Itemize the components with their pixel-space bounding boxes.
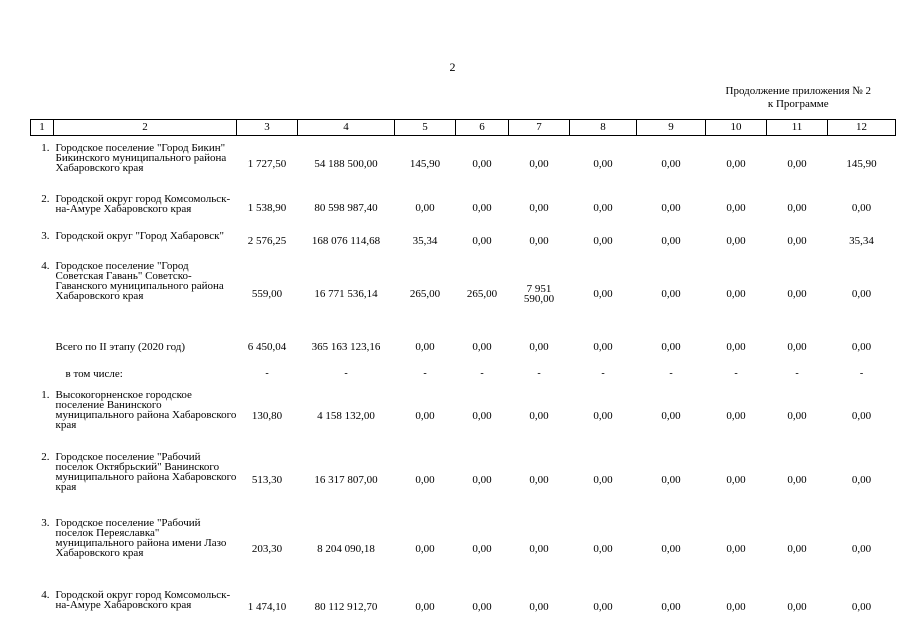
row-number — [31, 365, 54, 383]
table-cell: 0,00 — [787, 157, 807, 170]
appendix-note-line2: к Программе — [767, 98, 829, 110]
table-cell: 265,00 — [409, 287, 441, 300]
table-cell: 1 727,50 — [247, 157, 287, 170]
column-header: 11 — [767, 120, 828, 136]
row-number: 2. — [41, 451, 50, 463]
table-cell: 8 204 090,18 — [317, 543, 375, 555]
program-table — [30, 119, 896, 627]
table-row — [31, 228, 896, 254]
table-cell: - — [423, 368, 427, 379]
table-cell: 0,00 — [529, 474, 549, 486]
table-cell: 16 771 536,14 — [314, 287, 378, 300]
table-row — [31, 587, 896, 627]
table-cell: 513,30 — [251, 474, 283, 486]
table-cell: 0,00 — [415, 543, 435, 555]
column-header: 7 — [509, 120, 570, 136]
table-cell: 0,00 — [661, 157, 681, 170]
row-name: Городское поселение "Рабочий поселок Переяславка" муниципального района имени Лазо Хабаровского края — [55, 517, 227, 559]
table-cell: 0,00 — [661, 474, 681, 486]
column-header: 1 — [31, 120, 54, 136]
table-cell: 0,00 — [851, 410, 872, 422]
table-cell: 0,00 — [472, 235, 492, 247]
table-cell: 0,00 — [851, 201, 872, 214]
table-cell: 168 076 114,68 — [311, 235, 381, 247]
appendix-note-line1: Продолжение приложения № 2 — [725, 85, 871, 97]
table-cell: 0,00 — [726, 601, 746, 613]
table-cell: 80 112 912,70 — [314, 601, 378, 613]
table-cell: 0,00 — [726, 410, 746, 422]
table-cell: - — [480, 368, 484, 379]
table-cell: 0,00 — [593, 235, 613, 247]
table-cell: - — [795, 368, 799, 379]
table-row — [31, 387, 896, 445]
column-header: 12 — [828, 120, 896, 136]
row-number: 4. — [41, 260, 50, 272]
column-header: 10 — [706, 120, 767, 136]
table-cell: 1 538,90 — [247, 201, 287, 214]
table-cell: 0,00 — [851, 474, 872, 486]
table-cell: 0,00 — [661, 201, 681, 214]
column-header: 2 — [54, 120, 237, 136]
table-cell: 0,00 — [415, 474, 435, 486]
table-cell: 35,34 — [412, 235, 438, 247]
table-cell: 0,00 — [593, 201, 613, 214]
table-cell: 0,00 — [787, 601, 807, 613]
table-cell: 16 317 807,00 — [314, 474, 378, 486]
row-number: 4. — [41, 589, 50, 601]
table-cell: 0,00 — [726, 341, 746, 353]
table-cell: 54 188 500,00 — [314, 157, 378, 170]
table-cell: 0,00 — [851, 287, 872, 300]
table-row — [31, 365, 896, 383]
table-cell: 0,00 — [726, 157, 746, 170]
table-cell: 559,00 — [251, 287, 283, 300]
table-cell: 0,00 — [661, 341, 681, 353]
table-cell: - — [537, 368, 541, 379]
row-name: Высокогорненское городское поселение Ванинского муниципального района Хабаровского края — [55, 389, 237, 431]
table-cell: 0,00 — [787, 235, 807, 247]
table-cell: 0,00 — [593, 341, 613, 353]
table-cell: 0,00 — [787, 287, 807, 300]
table-cell: - — [265, 368, 269, 379]
table-cell: 145,90 — [409, 157, 441, 170]
table-cell: 0,00 — [415, 341, 435, 353]
row-name: Городской округ город Комсомольск-на-Амуре Хабаровского края — [55, 589, 231, 611]
table-cell: - — [601, 368, 605, 379]
row-name: в том числе: — [65, 368, 123, 380]
table-cell: 0,00 — [529, 201, 549, 214]
table-cell: 0,00 — [851, 601, 872, 613]
table-cell: 0,00 — [787, 201, 807, 214]
table-cell: 0,00 — [529, 601, 549, 613]
table-cell: 0,00 — [593, 601, 613, 613]
table-cell: 0,00 — [472, 543, 492, 555]
row-name: Городской округ город Комсомольск-на-Амуре Хабаровского края — [55, 193, 231, 215]
row-number: 1. — [41, 389, 50, 401]
table-cell: 0,00 — [593, 410, 613, 422]
row-name: Городское поселение "Рабочий поселок Октябрьский" Ванинского муниципального района Хабаровского края — [55, 451, 237, 493]
table-cell: 0,00 — [593, 543, 613, 555]
table-cell: 0,00 — [787, 341, 807, 353]
table-cell: 0,00 — [787, 410, 807, 422]
table-cell: 0,00 — [415, 410, 435, 422]
column-header: 9 — [637, 120, 706, 136]
table-cell: 0,00 — [726, 235, 746, 247]
table-cell: 4 158 132,00 — [317, 410, 375, 422]
table-cell: 6 450,04 — [247, 341, 287, 353]
table-cell: 0,00 — [851, 543, 872, 555]
table-cell: 0,00 — [472, 474, 492, 486]
row-number — [31, 333, 54, 361]
column-header: 6 — [456, 120, 509, 136]
column-header: 5 — [395, 120, 456, 136]
table-cell: 265,00 — [466, 287, 498, 300]
table-cell: 130,80 — [251, 410, 283, 422]
table-cell: 0,00 — [415, 601, 435, 613]
table-row — [31, 140, 896, 187]
table-cell: 0,00 — [529, 543, 549, 555]
row-name: Городское поселение "Город Советская Гавань" Советско-Гаванского муниципального района Хабаровского края — [55, 260, 224, 302]
table-cell: 0,00 — [661, 287, 681, 300]
row-name: Городское поселение "Город Бикин" Бикинского муниципального района Хабаровского края — [55, 142, 227, 174]
table-row — [31, 191, 896, 224]
table-cell: - — [669, 368, 673, 379]
column-header: 3 — [237, 120, 298, 136]
row-number: 1. — [41, 142, 50, 154]
table-cell: 0,00 — [787, 474, 807, 486]
table-cell: 0,00 — [529, 235, 549, 247]
table-row — [31, 333, 896, 361]
table-cell: 0,00 — [472, 201, 492, 214]
table-cell: 0,00 — [726, 474, 746, 486]
table-row — [31, 449, 896, 511]
table-cell: 35,34 — [849, 235, 874, 247]
table-cell: 365 163 123,16 — [311, 341, 381, 353]
table-cell: 145,90 — [846, 157, 877, 170]
table-cell: 0,00 — [529, 410, 549, 422]
table-cell: 0,00 — [593, 287, 613, 300]
row-name: Городской округ "Город Хабаровск" — [55, 230, 225, 242]
row-number: 2. — [41, 193, 50, 205]
row-name: Всего по II этапу (2020 год) — [55, 341, 186, 353]
table-cell: 0,00 — [472, 341, 492, 353]
table-cell: 0,00 — [529, 157, 549, 170]
table-cell: 203,30 — [251, 543, 283, 555]
row-number: 3. — [41, 230, 50, 242]
table-header-row — [31, 120, 896, 136]
table-cell: 7 951 590,00 — [523, 282, 555, 305]
table-cell: 0,00 — [593, 157, 613, 170]
table-row — [31, 515, 896, 583]
column-header: 8 — [570, 120, 637, 136]
appendix-note — [726, 85, 871, 111]
table-cell: 0,00 — [593, 474, 613, 486]
table-cell: 0,00 — [472, 410, 492, 422]
table-cell: 0,00 — [851, 341, 872, 353]
table-cell: 0,00 — [787, 543, 807, 555]
table-cell: - — [734, 368, 738, 379]
table-cell: 0,00 — [726, 543, 746, 555]
table-cell: 0,00 — [472, 601, 492, 613]
table-cell: 1 474,10 — [247, 601, 287, 613]
table-cell: 2 576,25 — [247, 235, 287, 247]
table-row — [31, 258, 896, 329]
table-cell: 0,00 — [661, 410, 681, 422]
column-header: 4 — [298, 120, 395, 136]
table-cell: 0,00 — [726, 201, 746, 214]
row-number: 3. — [41, 517, 50, 529]
table-cell: 80 598 987,40 — [314, 201, 378, 214]
table-body — [31, 136, 896, 628]
table-cell: 0,00 — [661, 235, 681, 247]
table-cell: 0,00 — [661, 601, 681, 613]
table-cell: 0,00 — [529, 341, 549, 353]
table-cell: - — [344, 368, 348, 379]
table-cell: 0,00 — [661, 543, 681, 555]
table-cell: 0,00 — [726, 287, 746, 300]
table-cell: - — [859, 368, 864, 379]
table-cell: 0,00 — [415, 201, 435, 214]
table-cell: 0,00 — [472, 157, 492, 170]
page-number: 2 — [449, 60, 456, 74]
